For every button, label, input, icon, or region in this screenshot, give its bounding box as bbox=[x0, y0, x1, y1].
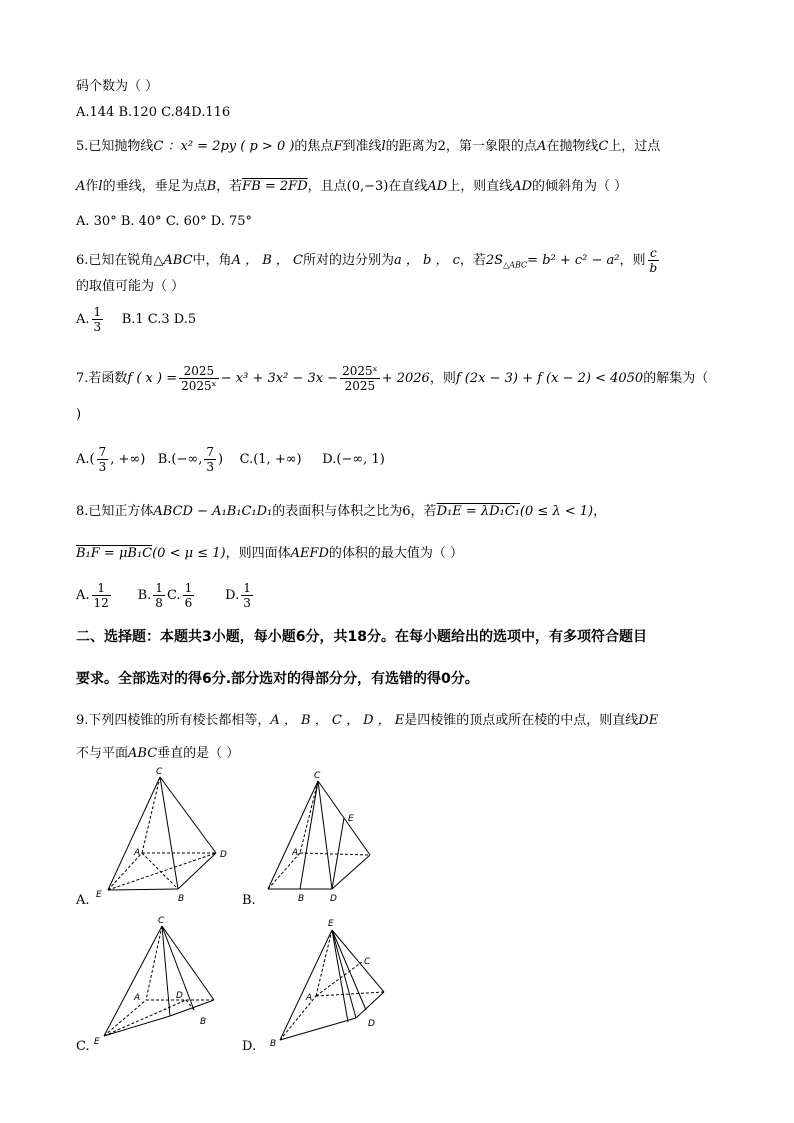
q8-options: A. $\frac{1}{12}$ B. $\frac{1}{8}$ C. $\frac{1}{6}$ D. $\frac{1}{3}$ bbox=[76, 581, 251, 610]
q8-option-b-fraction: $\frac{1}{8}$ bbox=[155, 581, 163, 610]
q7-fraction-2: $\frac{\text{2025ˣ}}{2025}$ bbox=[342, 364, 378, 393]
fig-a-label-b: B bbox=[178, 894, 185, 904]
fig-b-label-a: A bbox=[292, 848, 299, 858]
figure-d-label: D. bbox=[242, 1039, 257, 1054]
q8-option-a-fraction: $\frac{1}{12}$ bbox=[93, 581, 109, 610]
q6-options: A. $\frac{1}{3}$ B.1 C.3 D.5 bbox=[76, 305, 197, 334]
q6-fraction: $\frac{c}{b}$ bbox=[649, 246, 658, 275]
fig-d-label-e: E bbox=[328, 919, 334, 929]
figure-b bbox=[262, 765, 392, 905]
q8-line1: 8.已知正方体ABCD − A₁B₁C₁D₁的表面积与体积之比为6，若D₁E = λD₁C₁(0 ≤ λ < 1)， bbox=[76, 504, 607, 519]
fig-b-label-c: C bbox=[314, 771, 321, 781]
section2-heading-line1: 二、选择题：本题共3小题，每小题6分，共18分。在每小题给出的选项中，有多项符合题目 bbox=[76, 629, 647, 645]
q9-line1: 9.下列四棱锥的所有棱长都相等，A ， B ， C ， D ， E是四棱锥的顶点或所在棱的中点，则直线DE bbox=[76, 713, 659, 728]
figure-b-label: B. bbox=[242, 893, 256, 908]
q5-line1: 5.已知抛物线C ：x² = 2py ( p > 0 )的焦点F到准线l的距离为2，第一象限的点A在抛物线C上，过点 bbox=[76, 139, 661, 154]
fig-d-label-a: A bbox=[306, 993, 313, 1003]
fig-a-label-a: A bbox=[134, 848, 141, 858]
figure-a-label: A. bbox=[76, 893, 90, 908]
figure-c bbox=[90, 912, 250, 1052]
q7-options: A.( $\frac{7}{3}$ , +∞) B.(−∞, $\frac{7}{3}$ ) C.(1, +∞) D.(−∞, 1) bbox=[76, 445, 385, 474]
q4-tail: 码个数为（ ） bbox=[76, 79, 159, 94]
fig-c-label-e: E bbox=[94, 1037, 100, 1047]
fig-c-label-a: A bbox=[134, 993, 141, 1003]
fig-a-label-e: E bbox=[96, 890, 102, 900]
figure-a bbox=[90, 765, 250, 905]
figure-d bbox=[262, 912, 402, 1052]
q7-line1: 7.若函数f ( x ) = $\frac{2025}{\text{2025ˣ}}$ − x³ + 3x² − 3x − $\frac{\text{2025ˣ}}{2025}$ + 2026，则f (2x − 3) + f (x − 2) < 4050的解集为（ bbox=[76, 364, 709, 393]
q6-option-a-fraction: $\frac{1}{3}$ bbox=[93, 305, 102, 334]
q8-line2: B₁F = μB₁C(0 < μ ≤ 1)，则四面体AEFD的体积的最大值为（ ） bbox=[76, 546, 464, 561]
figure-c-label: C. bbox=[76, 1039, 90, 1054]
fig-b-label-d: D bbox=[330, 894, 337, 904]
q6-line2: 的取值可能为（ ） bbox=[76, 279, 185, 294]
q8-option-c-fraction: $\frac{1}{6}$ bbox=[184, 581, 193, 610]
fig-d-label-c: C bbox=[364, 957, 371, 967]
q7-line2: ) bbox=[76, 407, 82, 422]
fig-a-label-d: D bbox=[220, 850, 227, 860]
fig-c-label-c: C bbox=[158, 916, 165, 926]
q9-line2: 不与平面ABC垂直的是（ ） bbox=[76, 746, 240, 761]
q7-option-b-fraction: $\frac{7}{3}$ bbox=[206, 445, 214, 474]
q5-options: A. 30° B. 40° C. 60° D. 75° bbox=[76, 214, 253, 229]
q4-options: A.144 B.120 C.84D.116 bbox=[76, 105, 231, 120]
q5-line2: A作l的垂线，垂足为点B，若FB = 2FD，且点(0,−3)在直线AD上，则直线AD的倾斜角为（ ） bbox=[76, 179, 628, 194]
fig-c-label-b: B bbox=[200, 1017, 207, 1027]
q6-line1: 6.已知在锐角△ABC中，角A ， B ， C所对的边分别为a ， b ， c，若$2S_{\triangle ABC}= b^2 + c^2 - a^2$，则 $\frac{c}{b}$ bbox=[76, 246, 658, 275]
fig-d-label-d: D bbox=[368, 1019, 375, 1029]
fig-b-label-e: E bbox=[348, 814, 354, 824]
q8-option-d-fraction: $\frac{1}{3}$ bbox=[243, 581, 251, 610]
fig-a-label-c: C bbox=[156, 767, 163, 777]
fig-d-label-b: B bbox=[270, 1039, 277, 1049]
fig-b-label-b: B bbox=[298, 894, 305, 904]
fig-c-label-d: D bbox=[176, 991, 183, 1001]
q7-option-a-fraction: $\frac{7}{3}$ bbox=[98, 445, 107, 474]
section2-heading-line2: 要求。全部选对的得6分.部分选对的得部分分，有选错的得0分。 bbox=[76, 671, 479, 687]
q7-fraction-1: $\frac{2025}{\text{2025ˣ}}$ bbox=[181, 364, 217, 393]
